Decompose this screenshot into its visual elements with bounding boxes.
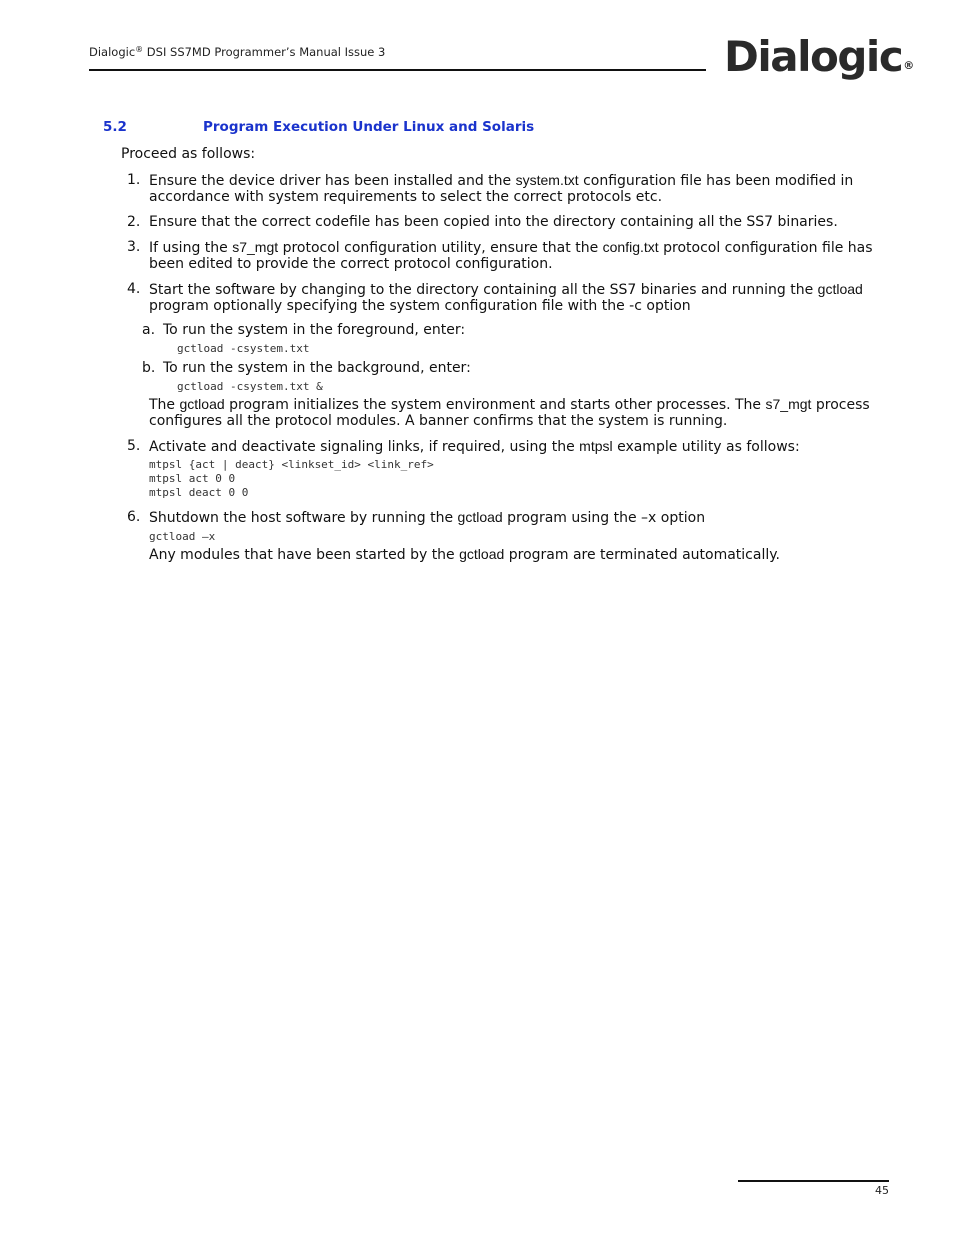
step-note (149, 396, 891, 429)
substep-marker: a. (142, 322, 156, 338)
logo-registered-mark: ® (903, 59, 915, 72)
header-brand: Dialogic (89, 45, 136, 59)
code-line: mtpsl deact 0 0 (149, 486, 249, 499)
step-text (149, 281, 891, 314)
text-run: Shutdown the host software by running the (149, 510, 458, 526)
text-run: Ensure the device driver has been installed and the (149, 173, 516, 189)
substep-text: To run the system in the background, enter: (163, 360, 471, 376)
program-name: gctload (817, 281, 863, 297)
step-text (149, 239, 891, 272)
step-2 (121, 214, 891, 230)
text-run: configuration file has been modified in accordance with system requirements to select the correct protocols etc. (149, 173, 854, 205)
page-content (121, 146, 891, 572)
step-text (149, 438, 891, 455)
text-run: Start the software by changing to the directory containing all the SS7 binaries and running the (149, 282, 818, 298)
code-line: mtpsl act 0 0 (149, 472, 236, 485)
section-number: 5.2 (103, 119, 127, 135)
step-3 (121, 239, 891, 272)
text-run: program using the –x option (502, 510, 706, 526)
code-block: gctload –x (149, 530, 216, 543)
step-text (149, 509, 891, 526)
substep-b (142, 360, 891, 394)
text-run: program initializes the system environment and starts other processes. The (224, 397, 766, 413)
step-text (149, 172, 891, 205)
step-5 (121, 438, 891, 500)
program-name: gctload (459, 546, 505, 562)
text-run: Any modules that have been started by the (149, 547, 460, 563)
step-marker: 4. (127, 281, 141, 297)
substep-text: To run the system in the foreground, enter: (163, 322, 466, 338)
text-run: program optionally specifying the system configuration file with the -c option (149, 298, 691, 314)
text-run: Activate and deactivate signaling links, if required, using the (149, 439, 580, 455)
code-line: mtpsl {act | deact} <linkset_id> <link_ref> (149, 458, 434, 471)
section-heading (103, 119, 534, 135)
text-run: protocol configuration utility, ensure that the (278, 240, 603, 256)
step-1 (121, 172, 891, 205)
step-6 (121, 509, 891, 563)
process-name: s7_mgt (765, 396, 812, 412)
logo-text: Dialogic (724, 32, 903, 81)
step-marker: 5. (127, 438, 141, 454)
text-run: The (149, 397, 180, 413)
program-name: gctload (179, 396, 225, 412)
registered-mark: ® (135, 45, 144, 54)
running-header (89, 45, 385, 59)
text-run: If using the (149, 240, 233, 256)
code-block: gctload -csystem.txt (177, 342, 310, 355)
utility-name: mtpsl (579, 438, 613, 454)
text-run: protocol configuration file has been edited to provide the correct protocol configuration. (149, 240, 873, 272)
text-run: example utility as follows: (612, 439, 800, 455)
text-run: process configures all the protocol modules. A banner confirms that the system is running. (149, 397, 870, 429)
utility-name: s7_mgt (232, 239, 279, 255)
step-text: Ensure that the correct codefile has been copied into the directory containing all the SS7 binaries. (149, 214, 838, 230)
step-4 (121, 281, 891, 429)
filename: config.txt (602, 239, 659, 255)
dialogic-logo (724, 32, 915, 81)
intro-text: Proceed as follows: (121, 146, 256, 162)
code-block (149, 458, 891, 500)
substep-marker: b. (142, 360, 156, 376)
header-rule (89, 69, 706, 71)
step-marker: 3. (127, 239, 141, 255)
filename: system.txt (515, 172, 579, 188)
substep-a (142, 322, 891, 356)
section-title: Program Execution Under Linux and Solaris (203, 119, 535, 135)
step-marker: 6. (127, 509, 141, 525)
text-run: program are terminated automatically. (504, 547, 780, 563)
step-marker: 1. (127, 172, 141, 188)
step-marker: 2. (127, 214, 141, 230)
footer-rule (738, 1180, 889, 1182)
program-name: gctload (457, 509, 503, 525)
step-note (149, 546, 891, 563)
code-block: gctload -csystem.txt & (177, 380, 323, 393)
page-number: 45 (875, 1184, 889, 1197)
header-title: DSI SS7MD Programmer’s Manual Issue 3 (143, 45, 386, 59)
steps-list (121, 172, 891, 563)
